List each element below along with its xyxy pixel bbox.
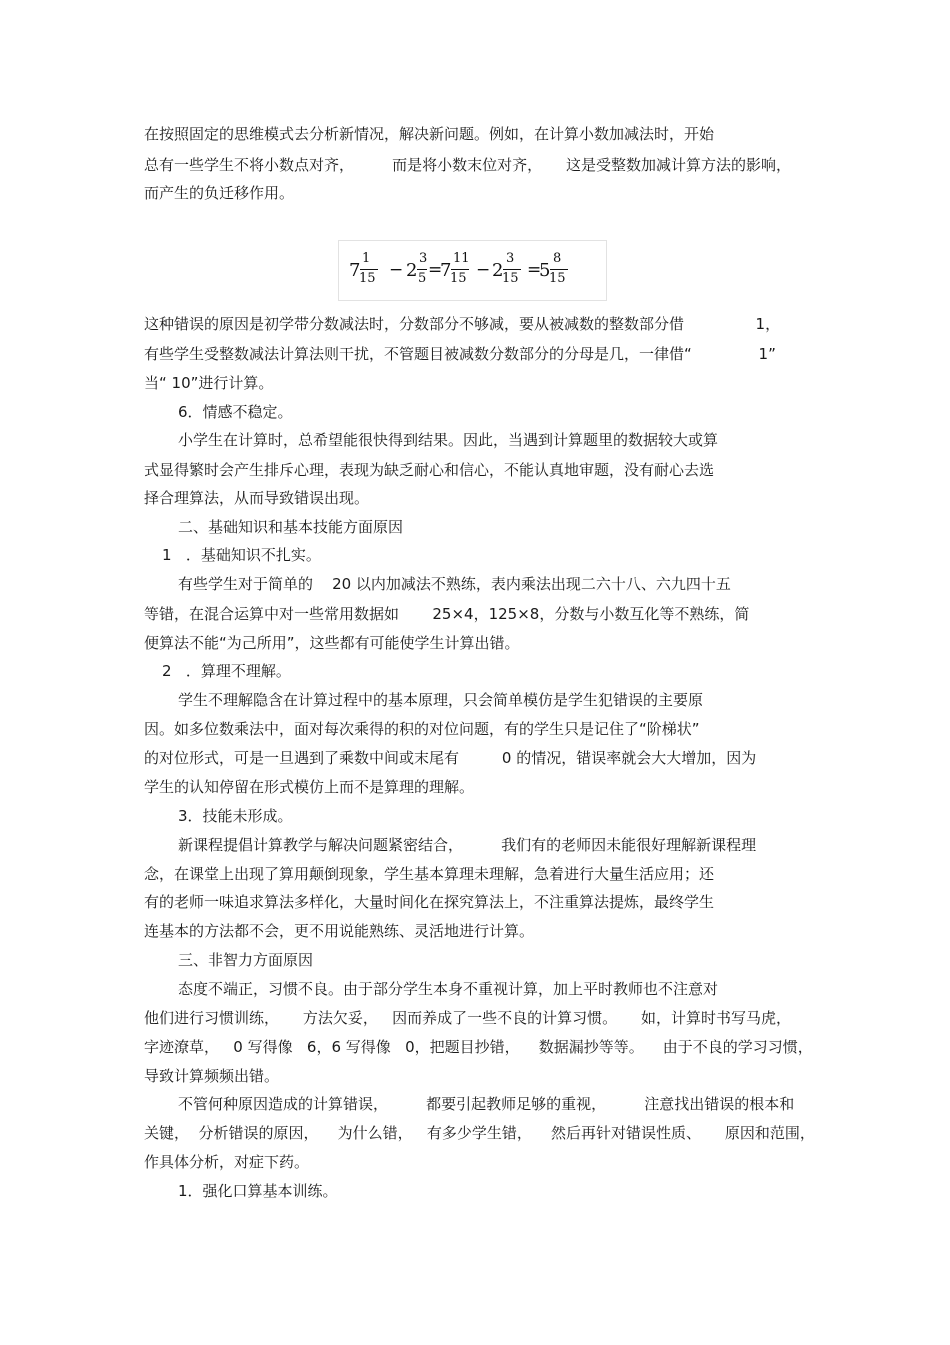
paragraph-line: 因。如多位数乘法中，面对每次乘得的积的对位问题，有的学生只是记住了“阶梯状”	[144, 720, 700, 738]
fraction-bar	[360, 269, 378, 270]
term-numerator: 3	[419, 251, 428, 266]
paragraph-line: 小学生在计算时，总希望能很快得到结果。因此，当遇到计算题里的数据较大或算	[178, 431, 719, 449]
section-heading: 1 ．基础知识不扎实。	[162, 546, 321, 564]
paragraph-line: 而产生的负迁移作用。	[144, 184, 295, 202]
fraction-bar	[417, 269, 427, 270]
section-heading: 2 ．算理不理解。	[162, 662, 291, 680]
term-denominator: 15	[549, 271, 566, 286]
equals-sign: =	[428, 260, 443, 280]
term-whole: 7	[349, 260, 361, 281]
paragraph-line: 学生的认知停留在形式模仿上而不是算理的理解。	[144, 778, 475, 796]
paragraph-line: 的对位形式，可是一旦遇到了乘数中间或末尾有 0 的情况，错误率就会大大增加，因为	[144, 749, 757, 767]
paragraph-line: 有的老师一味追求算法多样化，大量时间化在探究算法上，不注重算法提炼，最终学生	[144, 893, 715, 911]
term-whole: 2	[492, 260, 504, 281]
paragraph-line: 有些学生对于简单的 20 以内加减法不熟练，表内乘法出现二六十八、六九四十五	[178, 575, 731, 593]
term-whole: 2	[406, 260, 418, 281]
term-numerator: 3	[506, 251, 515, 266]
term-denominator: 15	[359, 271, 376, 286]
term-whole: 7	[440, 260, 452, 281]
equals-sign: =	[527, 260, 542, 280]
term-numerator: 8	[553, 251, 562, 266]
paragraph-line: 导致计算频频出错。	[144, 1067, 280, 1085]
paragraph-line: 总有一些学生不将小数点对齐， 而是将小数末位对齐， 这是受整数加减计算方法的影响，	[144, 156, 791, 174]
paragraph-line: 字迹潦草， 0 写得像 6，6 写得像 0，把题目抄错， 数据漏抄等等。 由于不良的学习习惯，	[144, 1038, 813, 1056]
paragraph-line: 不管何种原因造成的计算错误， 都要引起教师足够的重视， 注意找出错误的根本和	[178, 1095, 795, 1113]
section-heading: 三、非智力方面原因	[178, 951, 314, 969]
section-heading: 3．技能未形成。	[178, 807, 293, 825]
term-numerator: 11	[453, 251, 470, 266]
paragraph-line: 有些学生受整数减法计算法则干扰，不管题目被减数分数部分的分母是几，一律借“ 1”	[144, 345, 776, 363]
paragraph-line: 连基本的方法都不会，更不用说能熟练、灵活地进行计算。	[144, 922, 535, 940]
paragraph-line: 学生不理解隐含在计算过程中的基本原理，只会简单模仿是学生犯错误的主要原	[178, 691, 704, 709]
paragraph-line: 念，在课堂上出现了算用颠倒现象，学生基本算理未理解，急着进行大量生活应用；还	[144, 865, 715, 883]
term-denominator: 15	[502, 271, 519, 286]
section-heading: 1．强化口算基本训练。	[178, 1182, 338, 1200]
paragraph-line: 这种错误的原因是初学带分数减法时，分数部分不够减，要从被减数的整数部分借 1，	[144, 315, 781, 333]
paragraph-line: 在按照固定的思维模式去分析新情况，解决新问题。例如，在计算小数加减法时，开始	[144, 125, 715, 143]
paragraph-line: 他们进行习惯训练， 方法欠妥， 因而养成了一些不良的计算习惯。 如，计算时书写马虎，	[144, 1009, 791, 1027]
mixed-fraction-formula	[338, 240, 607, 301]
section-heading: 6．情感不稳定。	[178, 403, 293, 421]
term-numerator: 1	[362, 251, 371, 266]
paragraph-line: 式显得繁时会产生排斥心理，表现为缺乏耐心和信心，不能认真地审题，没有耐心去选	[144, 461, 715, 479]
paragraph-line: 作具体分析，对症下药。	[144, 1153, 310, 1171]
paragraph-line: 当“ 10”进行计算。	[144, 374, 274, 392]
fraction-bar	[451, 269, 469, 270]
paragraph-line: 等错，在混合运算中对一些常用数据如 25×4，125×8，分数与小数互化等不熟练，简	[144, 605, 750, 623]
section-heading: 二、基础知识和基本技能方面原因	[178, 518, 404, 536]
term-denominator: 15	[450, 271, 467, 286]
fraction-bar	[503, 269, 521, 270]
paragraph-line: 便算法不能“为己所用”，这些都有可能使学生计算出错。	[144, 634, 520, 652]
paragraph-line: 态度不端正，习惯不良。由于部分学生本身不重视计算，加上平时教师也不注意对	[178, 980, 719, 998]
term-denominator: 5	[418, 271, 427, 286]
term-whole: 5	[539, 260, 551, 281]
paragraph-line: 新课程提倡计算教学与解决问题紧密结合， 我们有的老师因未能很好理解新课程理	[178, 836, 757, 854]
fraction-bar	[550, 269, 568, 270]
minus-sign: −	[389, 260, 404, 280]
paragraph-line: 择合理算法，从而导致错误出现。	[144, 489, 370, 507]
paragraph-line: 关键， 分析错误的原因， 为什么错， 有多少学生错， 然后再针对错误性质、 原因和范围，	[144, 1124, 815, 1142]
minus-sign: −	[476, 260, 491, 280]
